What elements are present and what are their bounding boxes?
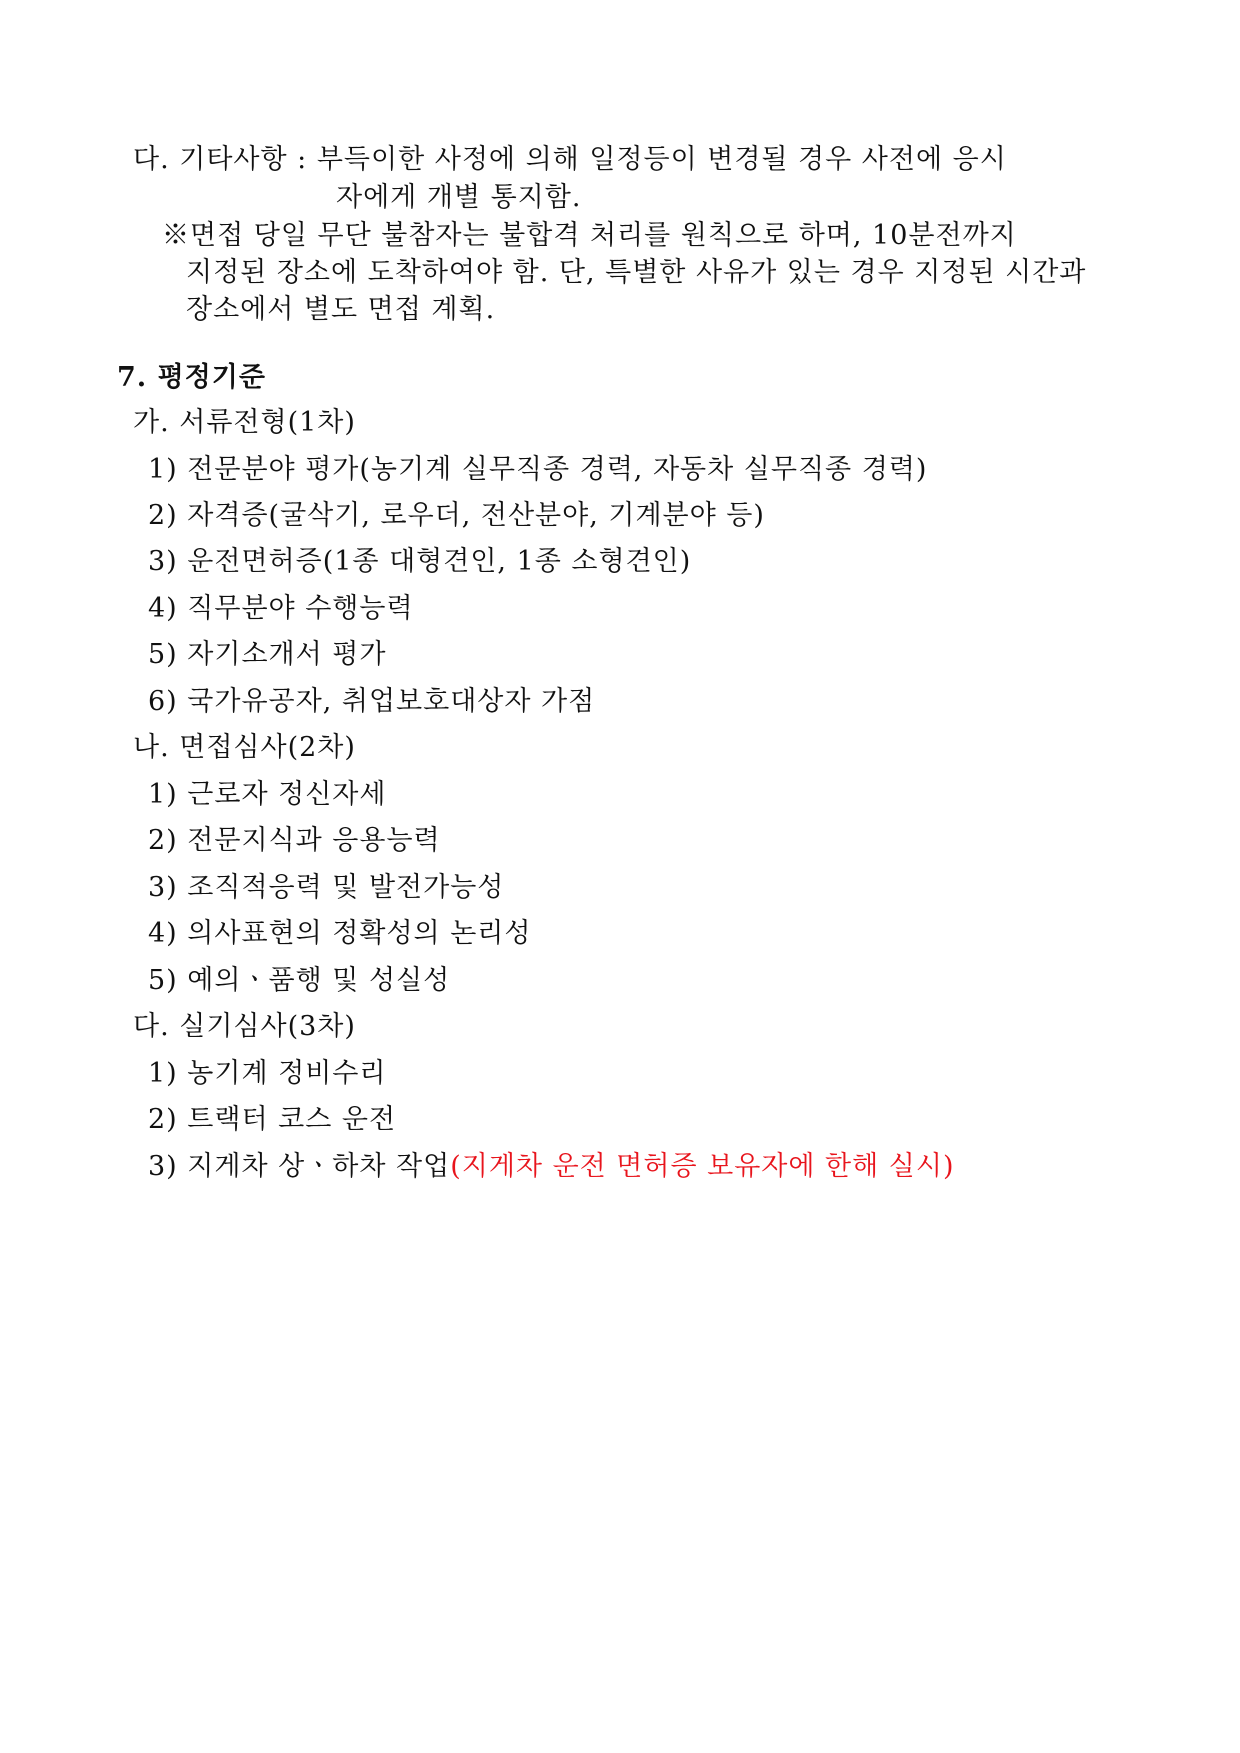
notice-line-1: ※면접 당일 무단 불참자는 불합격 처리를 원칙으로 하며, 10분전까지 bbox=[162, 220, 1017, 251]
list-item: 4) 의사표현의 정확성의 논리성 bbox=[148, 918, 532, 949]
etc-line-1: 다. 기타사항 : 부득이한 사정에 의해 일정등이 변경될 경우 사전에 응시 bbox=[133, 144, 1007, 175]
notice-line-3: 장소에서 별도 면접 계획. bbox=[186, 294, 496, 325]
list-item: 5) 예의ㆍ품행 및 성실성 bbox=[148, 965, 451, 996]
group-title-document-screening: 가. 서류전형(1차) bbox=[133, 407, 356, 438]
group-title-practical: 다. 실기심사(3차) bbox=[133, 1011, 356, 1042]
list-item: 2) 전문지식과 응용능력 bbox=[148, 825, 441, 856]
list-item: 3) 운전면허증(1종 대형견인, 1종 소형견인) bbox=[148, 546, 692, 577]
section-heading: 7. 평정기준 bbox=[117, 362, 266, 393]
list-item: 2) 자격증(굴삭기, 로우더, 전산분야, 기계분야 등) bbox=[148, 500, 765, 531]
forklift-item-text: 3) 지게차 상ㆍ하차 작업 bbox=[148, 1151, 451, 1182]
notice-line-2: 지정된 장소에 도착하여야 함. 단, 특별한 사유가 있는 경우 지정된 시간과 bbox=[186, 257, 1087, 288]
list-item: 6) 국가유공자, 취업보호대상자 가점 bbox=[148, 686, 596, 717]
list-item: 1) 전문분야 평가(농기계 실무직종 경력, 자동차 실무직종 경력) bbox=[148, 454, 928, 485]
forklift-license-note: (지게차 운전 면허증 보유자에 한해 실시) bbox=[450, 1151, 955, 1182]
group-title-interview: 나. 면접심사(2차) bbox=[133, 732, 356, 763]
list-item: 4) 직무분야 수행능력 bbox=[148, 593, 414, 624]
list-item: 1) 농기계 정비수리 bbox=[148, 1058, 387, 1089]
list-item: 3) 조직적응력 및 발전가능성 bbox=[148, 872, 505, 903]
etc-line-2: 자에게 개별 통지함. bbox=[336, 182, 582, 213]
list-item-forklift bbox=[148, 1149, 955, 1185]
list-item: 1) 근로자 정신자세 bbox=[148, 779, 387, 810]
list-item: 5) 자기소개서 평가 bbox=[148, 639, 387, 670]
list-item: 2) 트랙터 코스 운전 bbox=[148, 1104, 397, 1135]
